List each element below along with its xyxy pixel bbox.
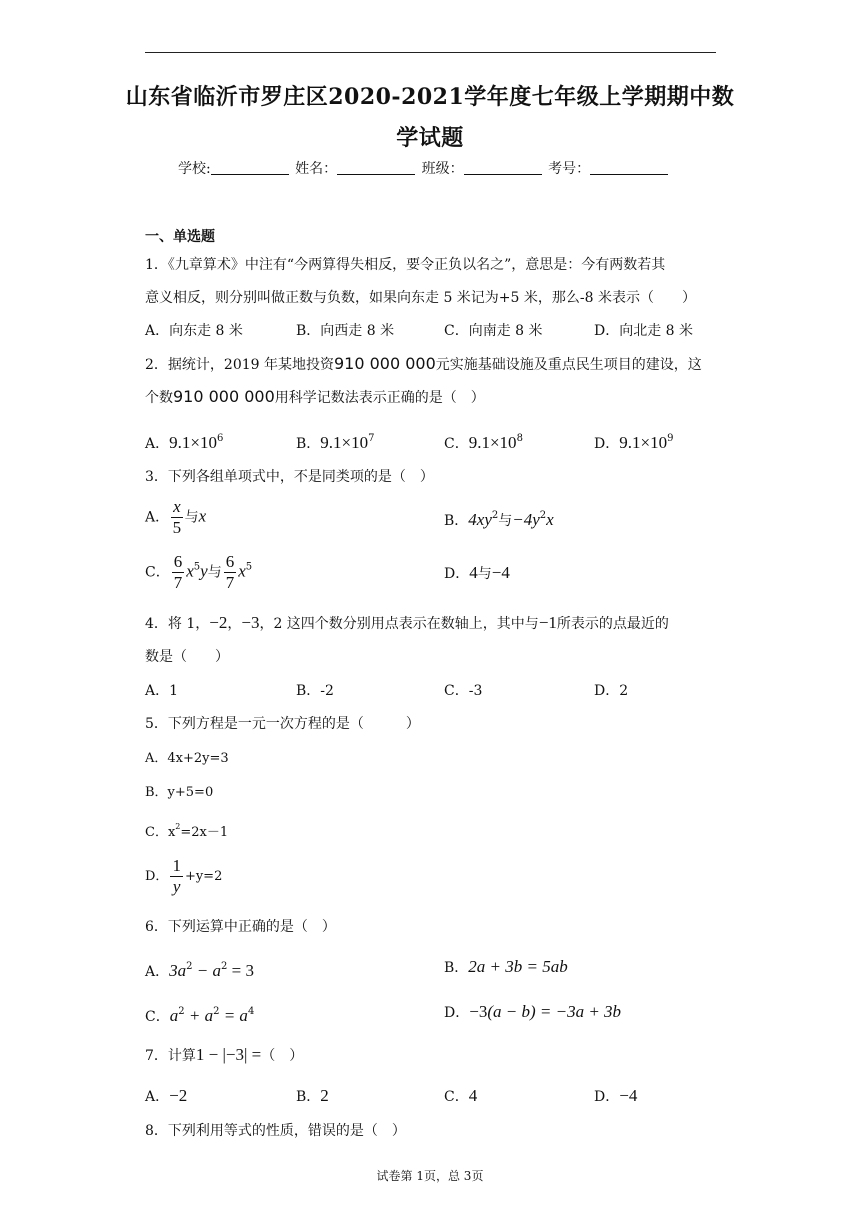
q5-option-d[interactable]: D． $\frac{1}{y}$ +y=2: [145, 856, 223, 896]
name-blank[interactable]: [337, 162, 415, 175]
q2-line-1: 2．据统计，2019 年某地投资910 000 000元实施基础设施及重点民生项目的建设，这: [145, 354, 702, 373]
title-line-2: 学试题: [396, 125, 464, 151]
q4-option-a[interactable]: A．1: [145, 683, 179, 699]
q4-line-2: 数是（ ）: [145, 649, 229, 665]
q5-option-c[interactable]: C．$x^2=2x-1$: [145, 822, 229, 840]
q2-option-c[interactable]: C．$9.1\times 10^8$: [444, 433, 523, 452]
q4-option-d[interactable]: D．2: [594, 683, 629, 699]
q7-option-a[interactable]: A．−2: [145, 1086, 188, 1105]
q7-stem: 7．计算1 − |−3| =（ ）: [145, 1045, 304, 1064]
q3-option-b[interactable]: B．$4xy^2$与$-4y^2x$: [444, 510, 554, 529]
q1-line-1: 1．《九章算术》中注有“今两算得失相反，要令正负以名之”，意思是：今有两数若其: [145, 257, 666, 273]
q6-option-a[interactable]: A．$3a^2 - a^2 = 3$: [145, 961, 254, 980]
q5-stem: 5．下列方程是一元一次方程的是（ ）: [145, 716, 420, 732]
school-label: 学校:: [178, 161, 211, 177]
q4-option-b[interactable]: B．-2: [296, 683, 334, 699]
student-info: [178, 158, 670, 178]
q6-option-c[interactable]: C．$a^2 + a^2 = a^4$: [145, 1006, 255, 1025]
q4-option-c[interactable]: C．-3: [444, 683, 483, 699]
q7-expression: 1 − |−3| =: [195, 1045, 262, 1064]
q7-option-c[interactable]: C．4: [444, 1086, 478, 1105]
q2-number: 910 000 000: [334, 354, 436, 373]
q5-option-b[interactable]: B．y+5=0: [145, 785, 214, 800]
q4-line-1: 4．将 1，−2，−3，2 这四个数分别用点表示在数轴上，其中与−1所表示的点最近的: [145, 613, 669, 632]
q1-option-b[interactable]: B．向西走 8 米: [296, 323, 395, 339]
q7-option-b[interactable]: B．2: [296, 1086, 329, 1105]
exam-no-blank[interactable]: [590, 162, 668, 175]
school-blank[interactable]: [211, 162, 289, 175]
section-heading: 一、单选题: [145, 229, 215, 245]
name-label: 姓名：: [295, 161, 338, 177]
title-line-1: 山东省临沂市罗庄区2020-2021学年度七年级上学期期中数: [125, 84, 735, 110]
q3-option-c[interactable]: C． $\frac{6}{7}$ $x^5y$与 $\frac{6}{7}$ $x^5$: [145, 552, 253, 592]
q2-option-b[interactable]: B．$9.1\times 10^7$: [296, 433, 375, 452]
top-rule: [145, 52, 716, 53]
q3-stem: 3．下列各组单项式中，不是同类项的是（ ）: [145, 469, 434, 485]
q1-line-2: 意义相反，则分别叫做正数与负数，如果向东走 5 米记为+5 米，那么-8 米表示（ ）: [145, 290, 696, 306]
q6-stem: 6．下列运算中正确的是（ ）: [145, 919, 336, 935]
q1-option-c[interactable]: C．向南走 8 米: [444, 323, 543, 339]
q3-option-a[interactable]: A． $\frac{x}{5}$ 与x: [145, 497, 207, 537]
q8-stem: 8．下列利用等式的性质，错误的是（ ）: [145, 1123, 406, 1139]
exam-no-label: 考号：: [548, 161, 591, 177]
q1-option-a[interactable]: A．向东走 8 米: [145, 323, 243, 339]
q6-option-b[interactable]: B．2a + 3b = 5ab: [444, 957, 568, 976]
q1-option-d[interactable]: D．向北走 8 米: [594, 323, 694, 339]
q7-option-d[interactable]: D．−4: [594, 1086, 638, 1105]
q2-option-d[interactable]: D．$9.1\times 10^9$: [594, 433, 674, 452]
q6-option-d[interactable]: D．−3(a − b) = −3a + 3b: [444, 1002, 622, 1021]
class-label: 班级：: [421, 161, 464, 177]
class-blank[interactable]: [464, 162, 542, 175]
q2-line-2: 个数910 000 000用科学记数法表示正确的是（ ）: [145, 387, 485, 406]
q3-option-d[interactable]: D．4与−4: [444, 563, 510, 582]
q2-option-a[interactable]: A．$9.1\times 10^6$: [145, 433, 224, 452]
q2-number-2: 910 000 000: [173, 387, 275, 406]
q5-option-a[interactable]: A．4x+2y=3: [145, 751, 229, 766]
page-footer: 试卷第 1页，总 3页: [376, 1169, 484, 1183]
